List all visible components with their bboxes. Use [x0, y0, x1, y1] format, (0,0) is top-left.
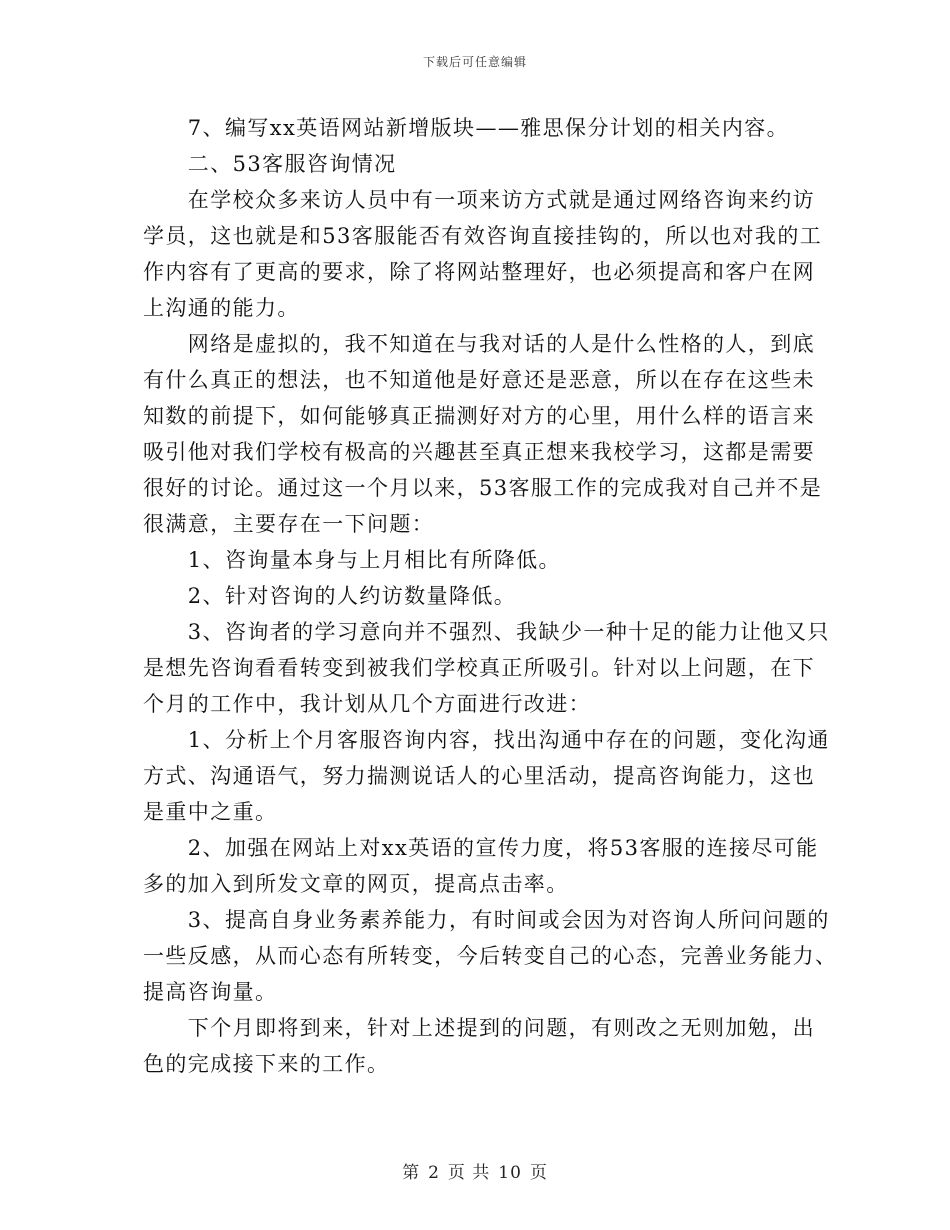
text-line: 很满意，主要存在一下问题： — [143, 512, 435, 536]
text-line: 多的加入到所发文章的网页，提高点击率。 — [143, 872, 569, 896]
page-header: 下载后可任意编辑 — [422, 55, 527, 69]
list-item: 2、针对咨询的人约访数量降低。 — [143, 584, 517, 608]
list-item: 3、咨询者的学习意向并不强烈、我缺少一种十足的能力让他又只 — [143, 620, 830, 644]
text-line: 很好的讨论。通过这一个月以来，53客服工作的完成我对自己并不是 — [143, 476, 823, 500]
text-line: 有什么真正的想法，也不知道他是好意还是恶意，所以在存在这些未 — [143, 368, 815, 392]
text-line: 吸引他对我们学校有极高的兴趣甚至真正想来我校学习，这都是需要 — [143, 440, 815, 464]
footer-suffix: 页 — [529, 1163, 548, 1183]
text-line: 是重中之重。 — [143, 800, 278, 824]
total-pages: 10 — [498, 1163, 522, 1183]
text-line: 一些反感，从而心态有所转变，今后转变自己的心态，完善业务能力、 — [143, 944, 838, 968]
text-line: 7、编写xx英语网站新增版块——雅思保分计划的相关内容。 — [143, 116, 790, 140]
text-line: 知数的前提下，如何能够真正揣测好对方的心里，用什么样的语言来 — [143, 404, 815, 428]
list-item: 3、提高自身业务素养能力，有时间或会因为对咨询人所问问题的 — [143, 908, 830, 932]
text-line: 方式、沟通语气，努力揣测说话人的心里活动，提高咨询能力，这也 — [143, 764, 815, 788]
list-item: 1、分析上个月客服咨询内容，找出沟通中存在的问题，变化沟通 — [143, 728, 830, 752]
footer-middle: 页 共 — [447, 1163, 491, 1183]
section-heading: 二、53客服咨询情况 — [143, 152, 397, 176]
list-item: 2、加强在网站上对xx英语的宣传力度，将53客服的连接尽可能 — [143, 836, 819, 860]
text-line: 个月的工作中，我计划从几个方面进行改进： — [143, 692, 591, 716]
text-line: 网络是虚拟的，我不知道在与我对话的人是什么性格的人，到底 — [143, 332, 815, 356]
footer-prefix: 第 — [402, 1163, 421, 1183]
text-line: 在学校众多来访人员中有一项来访方式就是通过网络咨询来约访 — [143, 188, 815, 212]
text-line: 学员，这也就是和53客服能否有效咨询直接挂钩的，所以也对我的工 — [143, 224, 823, 248]
text-line: 作内容有了更高的要求，除了将网站整理好，也必须提高和客户在网 — [143, 260, 815, 284]
document-body — [143, 110, 838, 1082]
text-line: 色的完成接下来的工作。 — [143, 1052, 390, 1076]
list-item: 1、咨询量本身与上月相比有所降低。 — [143, 548, 561, 572]
text-line: 上沟通的能力。 — [143, 296, 300, 320]
text-line: 是想先咨询看看转变到被我们学校真正所吸引。针对以上问题，在下 — [143, 656, 815, 680]
page-number: 2 — [428, 1163, 440, 1183]
text-line: 提高咨询量。 — [143, 980, 278, 1004]
text-line: 下个月即将到来，针对上述提到的问题，有则改之无则加勉，出 — [143, 1016, 815, 1040]
page-footer — [0, 1158, 950, 1183]
